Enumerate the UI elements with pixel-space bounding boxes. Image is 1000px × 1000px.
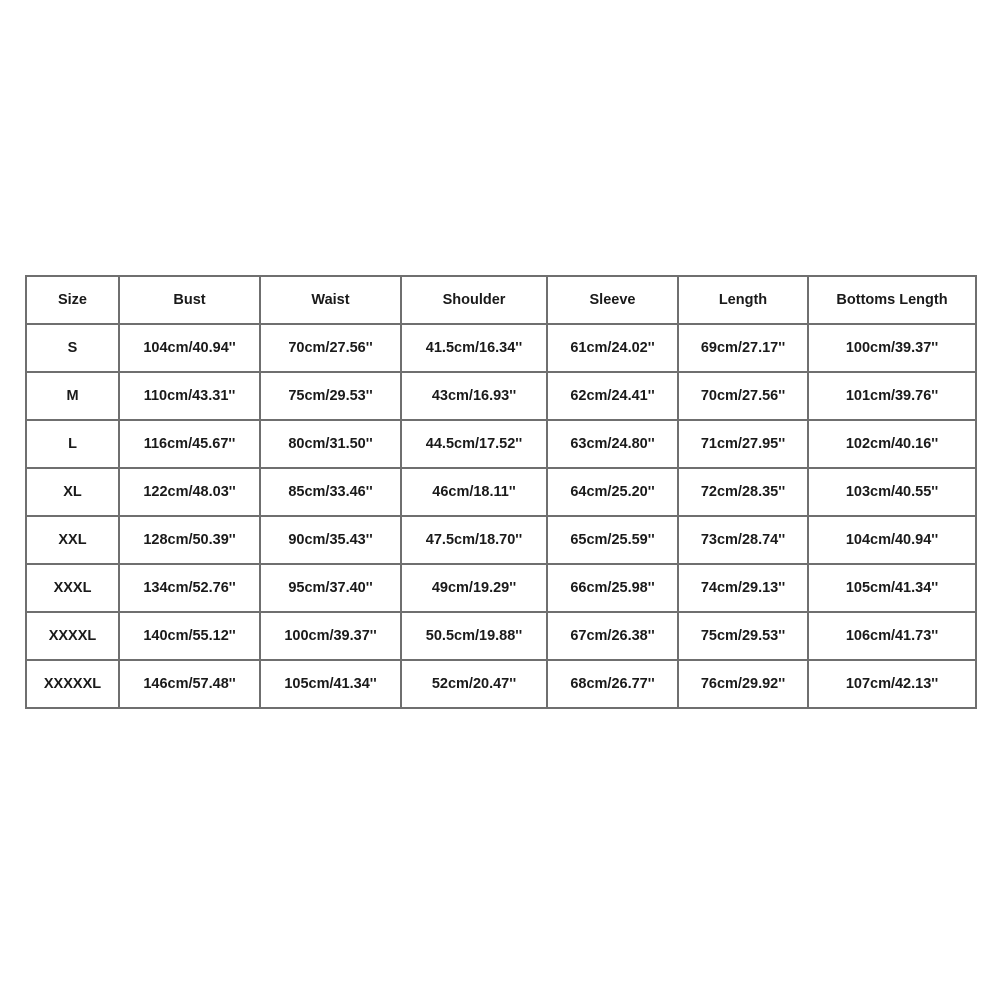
cell-bottoms-length: 104cm/40.94''	[808, 516, 976, 564]
cell-bust: 134cm/52.76''	[119, 564, 260, 612]
cell-waist: 80cm/31.50''	[260, 420, 401, 468]
table-row	[26, 516, 976, 564]
cell-length: 75cm/29.53''	[678, 612, 808, 660]
cell-bottoms-length: 103cm/40.55''	[808, 468, 976, 516]
cell-bust: 110cm/43.31''	[119, 372, 260, 420]
cell-bust: 116cm/45.67''	[119, 420, 260, 468]
cell-sleeve: 66cm/25.98''	[547, 564, 678, 612]
cell-bottoms-length: 106cm/41.73''	[808, 612, 976, 660]
cell-size: XXXXXL	[26, 660, 119, 708]
header-cell-length: Length	[678, 276, 808, 324]
cell-size: L	[26, 420, 119, 468]
cell-shoulder: 52cm/20.47''	[401, 660, 547, 708]
cell-bust: 140cm/55.12''	[119, 612, 260, 660]
cell-bottoms-length: 107cm/42.13''	[808, 660, 976, 708]
header-cell-bust: Bust	[119, 276, 260, 324]
cell-sleeve: 67cm/26.38''	[547, 612, 678, 660]
header-cell-bottoms-length: Bottoms Length	[808, 276, 976, 324]
cell-bust: 122cm/48.03''	[119, 468, 260, 516]
header-cell-sleeve: Sleeve	[547, 276, 678, 324]
table-row	[26, 324, 976, 372]
cell-waist: 75cm/29.53''	[260, 372, 401, 420]
table-row	[26, 468, 976, 516]
table-row	[26, 612, 976, 660]
header-row	[26, 276, 976, 324]
cell-length: 74cm/29.13''	[678, 564, 808, 612]
cell-bottoms-length: 105cm/41.34''	[808, 564, 976, 612]
cell-shoulder: 47.5cm/18.70''	[401, 516, 547, 564]
cell-size: XXXXL	[26, 612, 119, 660]
cell-shoulder: 46cm/18.11''	[401, 468, 547, 516]
cell-size: S	[26, 324, 119, 372]
cell-bust: 104cm/40.94''	[119, 324, 260, 372]
cell-sleeve: 68cm/26.77''	[547, 660, 678, 708]
cell-shoulder: 44.5cm/17.52''	[401, 420, 547, 468]
cell-sleeve: 61cm/24.02''	[547, 324, 678, 372]
table-row	[26, 420, 976, 468]
header-cell-shoulder: Shoulder	[401, 276, 547, 324]
cell-length: 69cm/27.17''	[678, 324, 808, 372]
cell-shoulder: 41.5cm/16.34''	[401, 324, 547, 372]
cell-sleeve: 65cm/25.59''	[547, 516, 678, 564]
cell-shoulder: 49cm/19.29''	[401, 564, 547, 612]
size-chart-table	[25, 275, 977, 709]
cell-length: 71cm/27.95''	[678, 420, 808, 468]
cell-waist: 70cm/27.56''	[260, 324, 401, 372]
cell-size: XL	[26, 468, 119, 516]
cell-waist: 100cm/39.37''	[260, 612, 401, 660]
cell-waist: 105cm/41.34''	[260, 660, 401, 708]
cell-shoulder: 43cm/16.93''	[401, 372, 547, 420]
cell-length: 72cm/28.35''	[678, 468, 808, 516]
header-cell-size: Size	[26, 276, 119, 324]
cell-size: M	[26, 372, 119, 420]
cell-bottoms-length: 101cm/39.76''	[808, 372, 976, 420]
cell-shoulder: 50.5cm/19.88''	[401, 612, 547, 660]
table-row	[26, 372, 976, 420]
cell-bust: 128cm/50.39''	[119, 516, 260, 564]
cell-length: 76cm/29.92''	[678, 660, 808, 708]
cell-bottoms-length: 100cm/39.37''	[808, 324, 976, 372]
cell-sleeve: 64cm/25.20''	[547, 468, 678, 516]
header-cell-waist: Waist	[260, 276, 401, 324]
cell-length: 73cm/28.74''	[678, 516, 808, 564]
cell-sleeve: 63cm/24.80''	[547, 420, 678, 468]
cell-bust: 146cm/57.48''	[119, 660, 260, 708]
table-row	[26, 660, 976, 708]
cell-sleeve: 62cm/24.41''	[547, 372, 678, 420]
cell-size: XXL	[26, 516, 119, 564]
cell-waist: 85cm/33.46''	[260, 468, 401, 516]
cell-length: 70cm/27.56''	[678, 372, 808, 420]
cell-size: XXXL	[26, 564, 119, 612]
table-row	[26, 564, 976, 612]
cell-bottoms-length: 102cm/40.16''	[808, 420, 976, 468]
cell-waist: 95cm/37.40''	[260, 564, 401, 612]
cell-waist: 90cm/35.43''	[260, 516, 401, 564]
